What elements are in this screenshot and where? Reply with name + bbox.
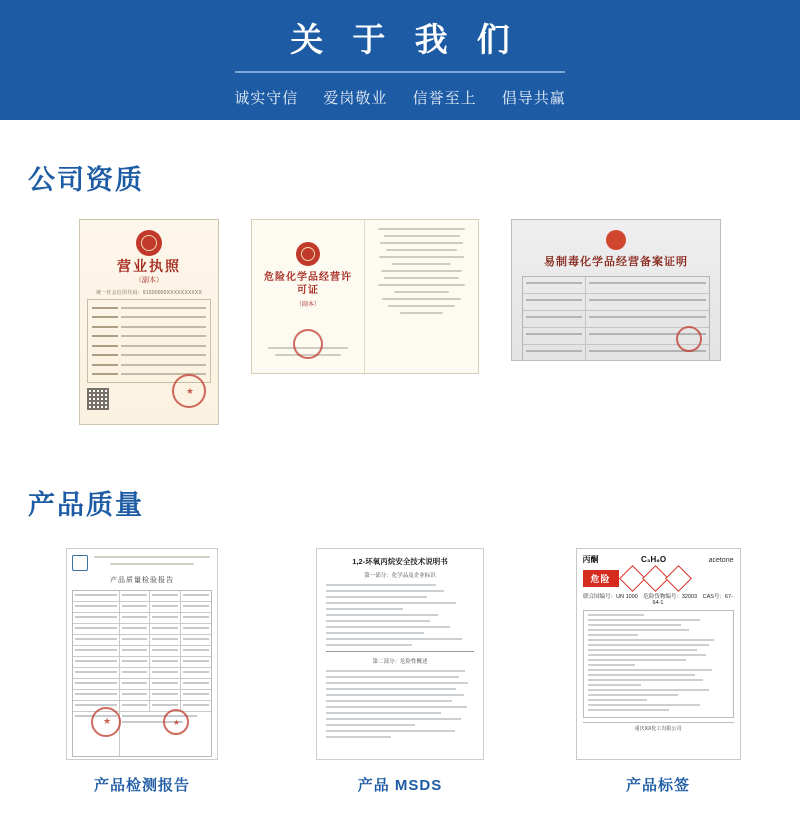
report-title: 产品质量检验报告: [110, 577, 174, 584]
permit-inner-page: [365, 220, 478, 373]
filing-certificate-title: 易制毒化学品经营备案证明: [544, 256, 688, 268]
report-header: [72, 555, 212, 571]
business-license-image[interactable]: [79, 219, 219, 425]
label-id-line: 联合国编号：UN 1090 危险货物编号：32003 CAS号：67-64-1: [583, 594, 733, 606]
national-emblem-icon: [296, 242, 320, 266]
precursor-filing-certificate-image[interactable]: [511, 219, 721, 361]
slogan-4: 倡导共赢: [501, 90, 566, 108]
label-product-name-en: acetone: [708, 557, 734, 564]
license-field-row: [92, 335, 206, 337]
business-license-fields: [87, 299, 211, 383]
health-hazard-icon: [665, 565, 692, 592]
page-banner: [0, 0, 800, 120]
business-license-code: 统一社会信用代码：91500000XXXXXXXXXX: [96, 290, 202, 297]
license-field-row: [92, 326, 206, 328]
certificate-item-business-license[interactable]: [79, 219, 219, 425]
red-star-icon: ★: [103, 716, 112, 726]
label-supplier-value: 重庆XX化工有限公司: [634, 726, 682, 732]
caption-msds: 产品 MSDS: [357, 777, 443, 794]
msds-title: 1,2-环氧丙烷安全技术说明书: [352, 557, 448, 566]
page-title: 关 于 我 们: [290, 20, 520, 58]
certificate-item-precursor-filing[interactable]: [511, 219, 721, 361]
quality-item-test-report[interactable]: [42, 548, 242, 795]
section-heading-quality: 产品质量: [28, 490, 144, 520]
label-hazard-block: [583, 610, 734, 718]
business-license-subtitle: （副本）: [135, 277, 163, 285]
banner-divider: [235, 71, 565, 73]
lab-logo-icon: [72, 555, 88, 571]
report-org: [92, 556, 212, 570]
quality-item-product-label[interactable]: [558, 548, 758, 795]
license-field-row: [92, 307, 206, 309]
label-supplier-block: [583, 722, 734, 734]
license-field-row: [92, 345, 206, 347]
slogan-1: 诚实守信: [234, 90, 299, 108]
caption-test-report: 产品检测报告: [93, 777, 190, 794]
msds-part2-title: 第二部分：危险性概述: [372, 658, 428, 665]
red-star-icon: ★: [172, 718, 180, 727]
license-field-row: [92, 364, 206, 366]
label-product-formula: C₃H₆O: [640, 555, 667, 564]
slogan-3: 信誉至上: [412, 90, 477, 108]
certificate-item-hazardous-permit[interactable]: [251, 219, 479, 374]
caption-product-label: 产品标签: [625, 777, 690, 794]
certificate-row: [0, 219, 800, 425]
msds-part1-title: 第一部分：化学品及企业标识: [364, 572, 436, 579]
permit-subtitle: （副本）: [295, 302, 320, 308]
quality-item-msds[interactable]: [300, 548, 500, 795]
red-round-stamp-icon: [676, 326, 702, 352]
permit-title: 危险化学品经营许可证: [264, 272, 352, 296]
product-label-image[interactable]: [576, 548, 741, 760]
report-table: [72, 590, 212, 757]
label-product-name-cn: 丙酮: [582, 555, 599, 564]
slogan-2: 爱岗敬业: [323, 90, 388, 108]
business-license-title: 营业执照: [117, 258, 181, 274]
license-field-row: [92, 354, 206, 356]
test-report-image[interactable]: [66, 548, 218, 760]
banner-slogans: [224, 87, 576, 108]
permit-cover: [252, 220, 365, 373]
national-emblem-icon: [606, 230, 626, 250]
label-header: [583, 554, 734, 565]
quality-document-row: [0, 548, 800, 795]
hazardous-chemical-permit-image[interactable]: [251, 219, 479, 374]
label-signal-word: 危险: [583, 570, 619, 587]
national-emblem-icon: [136, 230, 162, 256]
red-round-stamp-icon: [293, 329, 323, 359]
red-star-icon: ★: [185, 386, 194, 396]
section-heading-qualification: 公司资质: [28, 165, 144, 195]
qr-code-icon: [87, 388, 109, 410]
msds-image[interactable]: [316, 548, 484, 760]
license-field-row: [92, 316, 206, 318]
label-danger-row: [583, 569, 734, 588]
